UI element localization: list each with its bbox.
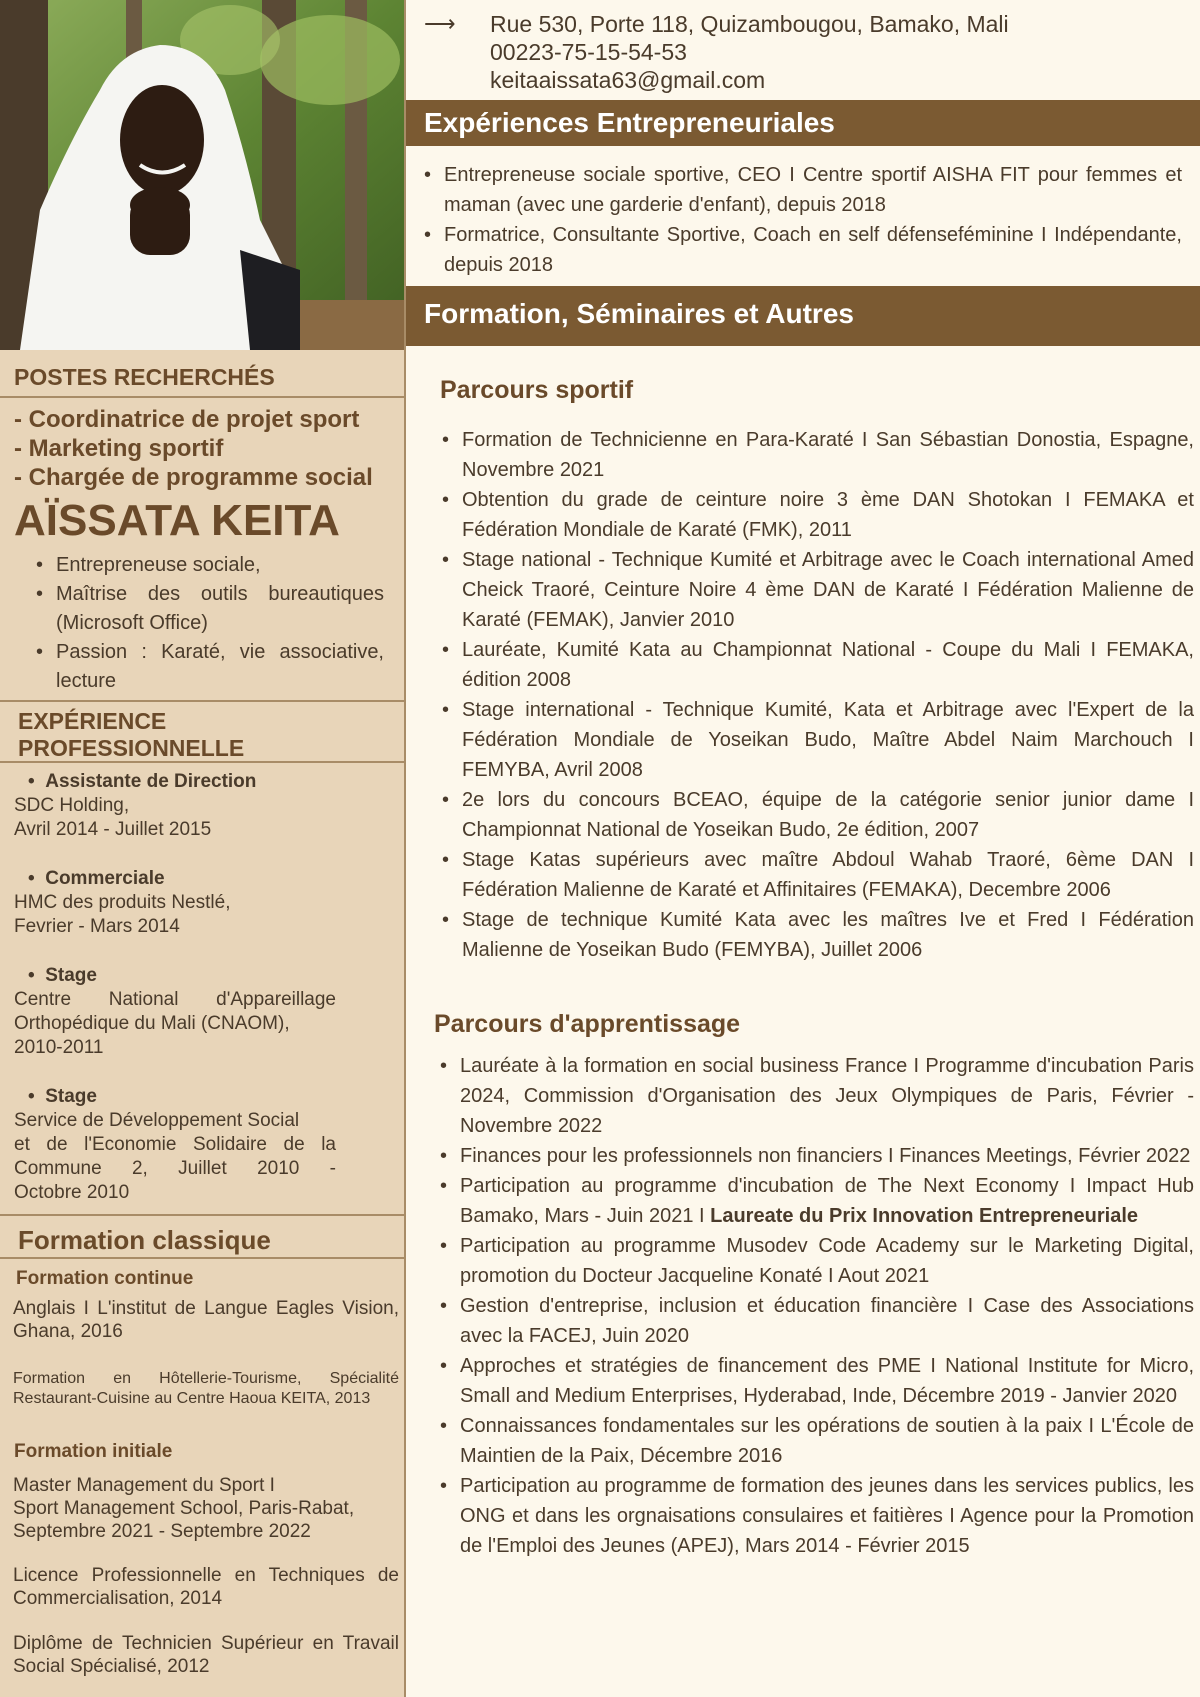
entrepreneurial-item: • Formatrice, Consultante Sportive, Coach en self défenseféminine I Indépendante, depuis 2018 <box>418 220 1182 280</box>
contact-block <box>424 10 1009 94</box>
formation-initiale-line: Sport Management School, Paris-Rabat, <box>13 1498 355 1519</box>
poste-item: - Marketing sportif <box>14 435 224 462</box>
experience-detail: Octobre 2010 <box>14 1182 130 1203</box>
formation-initiale-title: Formation initiale <box>14 1441 173 1462</box>
experience-title <box>18 708 244 762</box>
poste-item: - Chargée de programme social <box>14 464 373 491</box>
contact-phone: 00223-75-15-54-53 <box>490 39 687 65</box>
postes-list <box>14 405 373 492</box>
profile-item: • Maîtrise des outils bureautiques (Microsoft Office) <box>30 580 384 638</box>
experience-detail: HMC des produits Nestlé, <box>14 892 231 913</box>
sport-item: • Formation de Technicienne en Para-Karaté I San Sébastian Donostia, Espagne, Novembre 2021 <box>436 425 1194 485</box>
parcours-apprentissage-title: Parcours d'apprentissage <box>434 1010 741 1038</box>
experience-detail: Commune 2, Juillet 2010 - <box>14 1158 336 1179</box>
divider <box>0 396 404 398</box>
sport-item: • 2e lors du concours BCEAO, équipe de la catégorie senior junior dame I Championnat National de Yoseikan Budo, 2e édition, 2007 <box>436 785 1194 845</box>
experience-title-line: PROFESSIONNELLE <box>18 735 245 761</box>
sport-item: • Obtention du grade de ceinture noire 3 ème DAN Shotokan I FEMAKA et Fédération Mondiale de Karaté (FMK), 2011 <box>436 485 1194 545</box>
divider <box>0 1257 404 1259</box>
apprentissage-item: • Connaissances fondamentales sur les opérations de soutien à la paix I L'École de Maintien de la Paix, Décembre 2016 <box>434 1411 1194 1471</box>
sport-item: • Stage Katas supérieurs avec maître Abdoul Wahab Traoré, 6ème DAN I Fédération Malienne de Karaté et Affinitaires (FEMAKA), Decembre 2006 <box>436 845 1194 905</box>
sport-item: • Stage de technique Kumité Kata avec les maîtres Ive et Fred I Fédération Malienne de Yoseikan Budo (FEMYBA), Juillet 2006 <box>436 905 1194 965</box>
apprentissage-item: • Participation au programme de formation des jeunes dans les services publics, les ONG et dans les orgnaisations consulaires et faitières I Agence pour la Promotion de l'Emploi des Jeunes (APEJ), Mars 2014 - Février 2015 <box>434 1471 1194 1561</box>
experience-detail: Orthopédique du Mali (CNAOM), <box>14 1013 290 1034</box>
profile-item: • Entrepreneuse sociale, <box>30 551 384 580</box>
formation-initiale-item: Diplôme de Technicien Supérieur en Travail Social Spécialisé, 2012 <box>13 1633 399 1677</box>
experience-role: • Assistante de Direction <box>28 771 257 792</box>
profile-item: • Passion : Karaté, vie associative, lecture <box>30 638 384 696</box>
experience-detail: et de l'Economie Solidaire de la <box>14 1134 336 1155</box>
formation-initiale-line: Master Management du Sport I <box>13 1475 275 1496</box>
experience-detail: Service de Développement Social <box>14 1110 300 1131</box>
formation-initiale-line: Septembre 2021 - Septembre 2022 <box>13 1521 311 1542</box>
long-arrow-icon: ⟶ <box>424 11 456 36</box>
experience-role: • Commerciale <box>28 868 165 889</box>
sport-item: • Lauréate, Kumité Kata au Championnat National - Coupe du Mali I FEMAKA, édition 2008 <box>436 635 1194 695</box>
apprentissage-item: • Participation au programme Musodev Code Academy sur le Marketing Digital, promotion du Docteur Jacqueline Konaté I Aout 2021 <box>434 1231 1194 1291</box>
formation-initiale-item <box>13 1474 399 1543</box>
experience-detail: Fevrier - Mars 2014 <box>14 916 180 937</box>
postes-title: POSTES RECHERCHÉS <box>14 364 275 390</box>
sport-item: • Stage international - Technique Kumité, Kata et Arbitrage avec l'Expert de la Fédération Mondiale de Yoseikan Budo, Maître Abdel Naim Marchouch I FEMYBA, Avril 2008 <box>436 695 1194 785</box>
formation-continue-title: Formation continue <box>16 1268 194 1289</box>
formation-classique-title: Formation classique <box>18 1225 271 1255</box>
candidate-name: AÏSSATA KEITA <box>14 496 340 545</box>
experience-detail: SDC Holding, <box>14 795 130 816</box>
formation-continue-item: Formation en Hôtellerie-Tourisme, Spécialité Restaurant-Cuisine au Centre Haoua KEITA, 2013 <box>13 1370 399 1407</box>
experience-item <box>14 867 336 939</box>
experience-item <box>14 964 336 1060</box>
contact-email[interactable]: keitaaissata63@gmail.com <box>490 67 766 93</box>
experience-role: • Stage <box>28 965 97 986</box>
parcours-sportif-title: Parcours sportif <box>440 376 634 404</box>
experience-title-line: EXPÉRIENCE <box>18 708 167 734</box>
formation-continue-item: Anglais I L'institut de Langue Eagles Vision, Ghana, 2016 <box>13 1298 399 1342</box>
sport-item: • Stage national - Technique Kumité et Arbitrage avec le Coach international Amed Cheick Traoré, Ceinture Noire 4 ème DAN de Karaté I Fédération Malienne de Karaté (FEMAK), Janvier 2010 <box>436 545 1194 635</box>
entrepreneurial-list <box>418 160 1182 280</box>
profile-photo <box>0 0 404 350</box>
apprentissage-item: • Gestion d'entreprise, inclusion et éducation financière I Case des Associations avec la FACEJ, Juin 2020 <box>434 1291 1194 1351</box>
apprentissage-item: • Finances pour les professionnels non financiers I Finances Meetings, Février 2022 <box>434 1141 1194 1171</box>
divider <box>0 1214 404 1216</box>
experience-item <box>14 770 336 842</box>
formation-header: Formation, Séminaires et Autres <box>406 286 1200 346</box>
left-column <box>0 0 406 1697</box>
right-column <box>406 0 1200 1697</box>
parcours-sportif-list <box>436 425 1194 965</box>
apprentissage-item: • Participation au programme d'incubation de The Next Economy I Impact Hub Bamako, Mars - Juin 2021 I Laureate du Prix Innovation Entrepreneuriale <box>434 1171 1194 1231</box>
apprentissage-item: • Approches et stratégies de financement des PME I National Institute for Micro, Small and Medium Enterprises, Hyderabad, Inde, Décembre 2019 - Janvier 2020 <box>434 1351 1194 1411</box>
profile-list <box>30 551 384 696</box>
experience-detail: Centre National d'Appareillage <box>14 989 336 1010</box>
divider <box>0 761 404 763</box>
experience-item <box>14 1085 336 1205</box>
divider <box>0 700 404 702</box>
experience-detail: 2010-2011 <box>14 1037 104 1058</box>
entrepreneurial-item: • Entrepreneuse sociale sportive, CEO I Centre sportif AISHA FIT pour femmes et maman (avec une garderie d'enfant), depuis 2018 <box>418 160 1182 220</box>
entrepreneurial-header: Expériences Entrepreneuriales <box>406 100 1200 146</box>
poste-item: - Coordinatrice de projet sport <box>14 406 360 433</box>
formation-initiale-item: Licence Professionnelle en Techniques de Commercialisation, 2014 <box>13 1565 399 1609</box>
contact-address: Rue 530, Porte 118, Quizambougou, Bamako, Mali <box>490 11 1009 37</box>
experience-role: • Stage <box>28 1086 97 1107</box>
prize-highlight: Laureate du Prix Innovation Entrepreneuriale <box>710 1205 1139 1227</box>
apprentissage-item: • Lauréate à la formation en social business France I Programme d'incubation Paris 2024, Commission d'Organisation des Jeux Olympiques de Paris, Février - Novembre 2022 <box>434 1051 1194 1141</box>
experience-detail: Avril 2014 - Juillet 2015 <box>14 819 212 840</box>
parcours-apprentissage-list <box>434 1051 1194 1561</box>
